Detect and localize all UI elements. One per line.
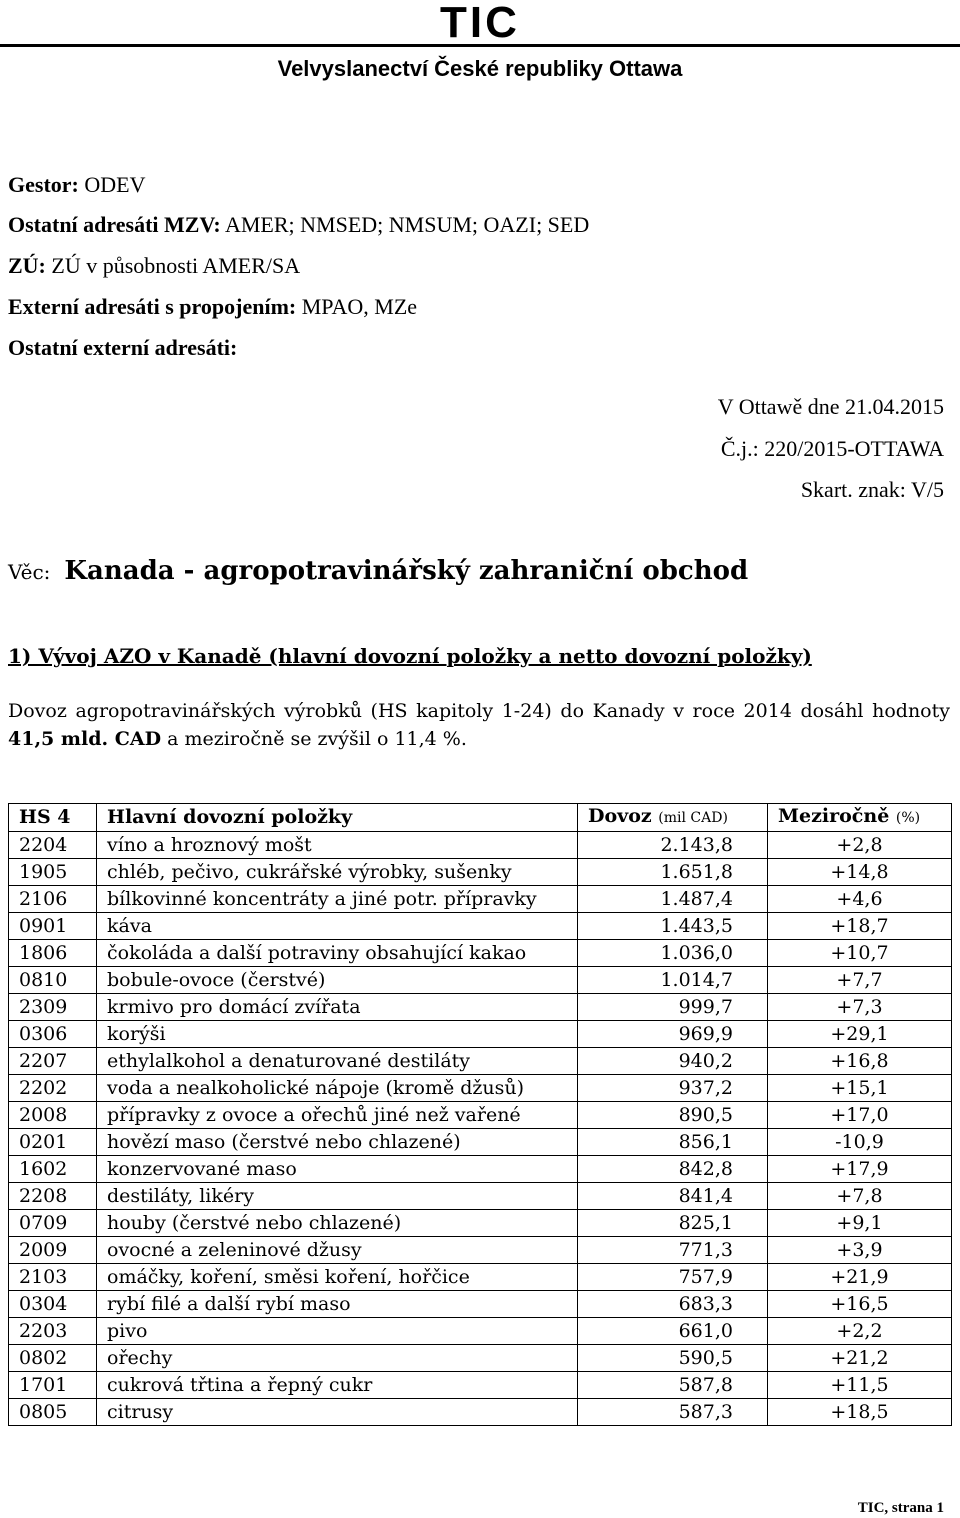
zu-line (8, 253, 300, 279)
table-row (9, 1291, 952, 1318)
cell-item: víno a hroznový mošt (97, 832, 578, 859)
cell-item: ethylalkohol a denaturované destiláty (97, 1048, 578, 1075)
cell-hs: 2207 (9, 1048, 97, 1075)
cell-item: omáčky, koření, směsi koření, hořčice (97, 1264, 578, 1291)
cell-yoy-change: -10,9 (768, 1129, 952, 1156)
cell-import-value: 969,9 (578, 1021, 768, 1048)
cell-import-value: 587,3 (578, 1399, 768, 1426)
cell-item: rybí filé a další rybí maso (97, 1291, 578, 1318)
mzv-value: AMER; NMSED; NMSUM; OAZI; SED (224, 212, 590, 237)
cell-yoy-change: +7,3 (768, 994, 952, 1021)
table-row (9, 1102, 952, 1129)
cell-item: ovocné a zeleninové džusy (97, 1237, 578, 1264)
table-row (9, 832, 952, 859)
external-value: MPAO, MZe (301, 294, 418, 319)
cell-import-value: 842,8 (578, 1156, 768, 1183)
cell-yoy-change: +14,8 (768, 859, 952, 886)
column-header-item: Hlavní dovozní položky (97, 804, 578, 832)
intro-paragraph (8, 697, 950, 753)
cell-import-value: 757,9 (578, 1264, 768, 1291)
cell-import-value: 890,5 (578, 1102, 768, 1129)
intro-text-1: Dovoz agropotravinářských výrobků (HS kapitoly 1-24) do Kanady v roce 2014 dosáhl hodnoty (8, 700, 950, 722)
cell-item: konzervované maso (97, 1156, 578, 1183)
zu-value: ZÚ v působnosti AMER/SA (51, 253, 301, 278)
cell-yoy-change: +16,8 (768, 1048, 952, 1075)
cell-item: ořechy (97, 1345, 578, 1372)
cell-item: hovězí maso (čerstvé nebo chlazené) (97, 1129, 578, 1156)
cell-item: citrusy (97, 1399, 578, 1426)
table-row (9, 1129, 952, 1156)
cell-hs: 0901 (9, 913, 97, 940)
cell-import-value: 999,7 (578, 994, 768, 1021)
table-header-row (9, 804, 952, 832)
cell-item: korýši (97, 1021, 578, 1048)
table-row (9, 886, 952, 913)
cell-hs: 2008 (9, 1102, 97, 1129)
cell-hs: 2009 (9, 1237, 97, 1264)
table-row (9, 994, 952, 1021)
cell-item: čokoláda a další potraviny obsahující kakao (97, 940, 578, 967)
external-addressees-line (8, 294, 417, 320)
cell-import-value: 771,3 (578, 1237, 768, 1264)
table-row (9, 1264, 952, 1291)
cell-yoy-change: +21,9 (768, 1264, 952, 1291)
cell-import-value: 940,2 (578, 1048, 768, 1075)
cell-yoy-change: +4,6 (768, 886, 952, 913)
cell-hs: 0304 (9, 1291, 97, 1318)
mzv-addressees-line (8, 212, 589, 238)
table-row (9, 1237, 952, 1264)
table-row (9, 1210, 952, 1237)
cell-import-value: 587,8 (578, 1372, 768, 1399)
embassy-name: Velvyslanectví České republiky Ottawa (277, 56, 683, 81)
cell-item: přípravky z ovoce a ořechů jiné než vařené (97, 1102, 578, 1129)
cell-yoy-change: +29,1 (768, 1021, 952, 1048)
column-header-import (578, 804, 768, 832)
cell-import-value: 1.651,8 (578, 859, 768, 886)
date-line: V Ottawě dne 21.04.2015 (717, 394, 944, 419)
table-row (9, 1399, 952, 1426)
table-row (9, 913, 952, 940)
cell-item: bílkovinné koncentráty a jiné potr. přípravky (97, 886, 578, 913)
cell-item: chléb, pečivo, cukrářské výrobky, sušenky (97, 859, 578, 886)
table-row (9, 1345, 952, 1372)
gestor-label: Gestor: (8, 172, 79, 197)
cell-yoy-change: +18,7 (768, 913, 952, 940)
yoy-label: Meziročně (778, 805, 890, 827)
cell-yoy-change: +9,1 (768, 1210, 952, 1237)
other-external-line (8, 335, 237, 361)
table-row (9, 1075, 952, 1102)
shredding-mark: Skart. znak: V/5 (800, 477, 944, 502)
cell-hs: 1701 (9, 1372, 97, 1399)
cell-import-value: 1.036,0 (578, 940, 768, 967)
title-divider (0, 44, 960, 47)
table-row (9, 1318, 952, 1345)
column-header-yoy (768, 804, 952, 832)
reference-number: Č.j.: 220/2015-OTTAWA (720, 436, 944, 461)
cell-yoy-change: +15,1 (768, 1075, 952, 1102)
cell-hs: 0805 (9, 1399, 97, 1426)
cell-import-value: 937,2 (578, 1075, 768, 1102)
cell-hs: 1602 (9, 1156, 97, 1183)
cell-item: krmivo pro domácí zvířata (97, 994, 578, 1021)
cell-import-value: 841,4 (578, 1183, 768, 1210)
cell-import-value: 661,0 (578, 1318, 768, 1345)
document-title: TIC (440, 0, 520, 47)
cell-import-value: 825,1 (578, 1210, 768, 1237)
table-row (9, 1183, 952, 1210)
cell-hs: 2203 (9, 1318, 97, 1345)
import-unit: (mil CAD) (658, 810, 728, 826)
table-row (9, 859, 952, 886)
cell-yoy-change: +2,8 (768, 832, 952, 859)
cell-yoy-change: +3,9 (768, 1237, 952, 1264)
gestor-line (8, 172, 145, 198)
table-row (9, 1156, 952, 1183)
cell-hs: 2204 (9, 832, 97, 859)
column-header-hs: HS 4 (9, 804, 97, 832)
subject-text: Kanada - agropotravinářský zahraniční obchod (64, 556, 749, 586)
imports-table (8, 803, 952, 1426)
gestor-value: ODEV (84, 172, 146, 197)
cell-item: cukrová třtina a řepný cukr (97, 1372, 578, 1399)
cell-import-value: 856,1 (578, 1129, 768, 1156)
cell-yoy-change: +7,8 (768, 1183, 952, 1210)
external-label: Externí adresáti s propojením: (8, 294, 297, 319)
cell-hs: 2106 (9, 886, 97, 913)
mzv-label: Ostatní adresáti MZV: (8, 212, 221, 237)
cell-yoy-change: +11,5 (768, 1372, 952, 1399)
cell-hs: 2202 (9, 1075, 97, 1102)
cell-import-value: 683,3 (578, 1291, 768, 1318)
cell-hs: 2309 (9, 994, 97, 1021)
cell-import-value: 590,5 (578, 1345, 768, 1372)
cell-yoy-change: +17,9 (768, 1156, 952, 1183)
table-row (9, 1372, 952, 1399)
cell-item: voda a nealkoholické nápoje (kromě džusů) (97, 1075, 578, 1102)
cell-hs: 0306 (9, 1021, 97, 1048)
cell-item: destiláty, likéry (97, 1183, 578, 1210)
cell-import-value: 1.014,7 (578, 967, 768, 994)
intro-text-2: a meziročně se zvýšil o 11,4 %. (161, 728, 467, 750)
cell-import-value: 2.143,8 (578, 832, 768, 859)
cell-yoy-change: +10,7 (768, 940, 952, 967)
cell-yoy-change: +16,5 (768, 1291, 952, 1318)
cell-item: houby (čerstvé nebo chlazené) (97, 1210, 578, 1237)
intro-value: 41,5 mld. CAD (8, 728, 162, 750)
cell-hs: 0201 (9, 1129, 97, 1156)
cell-item: bobule-ovoce (čerstvé) (97, 967, 578, 994)
cell-hs: 0810 (9, 967, 97, 994)
cell-hs: 2208 (9, 1183, 97, 1210)
table-row (9, 967, 952, 994)
table-row (9, 1021, 952, 1048)
table-row (9, 1048, 952, 1075)
table-row (9, 940, 952, 967)
import-label: Dovoz (588, 805, 652, 827)
cell-hs: 1905 (9, 859, 97, 886)
other-external-label: Ostatní externí adresáti: (8, 335, 238, 360)
yoy-unit: (%) (895, 810, 921, 826)
subject-label: Věc: (8, 560, 51, 584)
cell-yoy-change: +18,5 (768, 1399, 952, 1426)
page-footer: TIC, strana 1 (857, 1500, 944, 1516)
cell-hs: 0709 (9, 1210, 97, 1237)
cell-hs: 1806 (9, 940, 97, 967)
cell-import-value: 1.443,5 (578, 913, 768, 940)
cell-hs: 2103 (9, 1264, 97, 1291)
cell-item: pivo (97, 1318, 578, 1345)
cell-hs: 0802 (9, 1345, 97, 1372)
cell-yoy-change: +21,2 (768, 1345, 952, 1372)
cell-yoy-change: +7,7 (768, 967, 952, 994)
cell-yoy-change: +17,0 (768, 1102, 952, 1129)
cell-import-value: 1.487,4 (578, 886, 768, 913)
section-title: 1) Vývoj AZO v Kanadě (hlavní dovozní položky a netto dovozní položky) (8, 644, 812, 668)
subject-line (8, 556, 748, 586)
zu-label: ZÚ: (8, 253, 46, 278)
cell-yoy-change: +2,2 (768, 1318, 952, 1345)
cell-item: káva (97, 913, 578, 940)
